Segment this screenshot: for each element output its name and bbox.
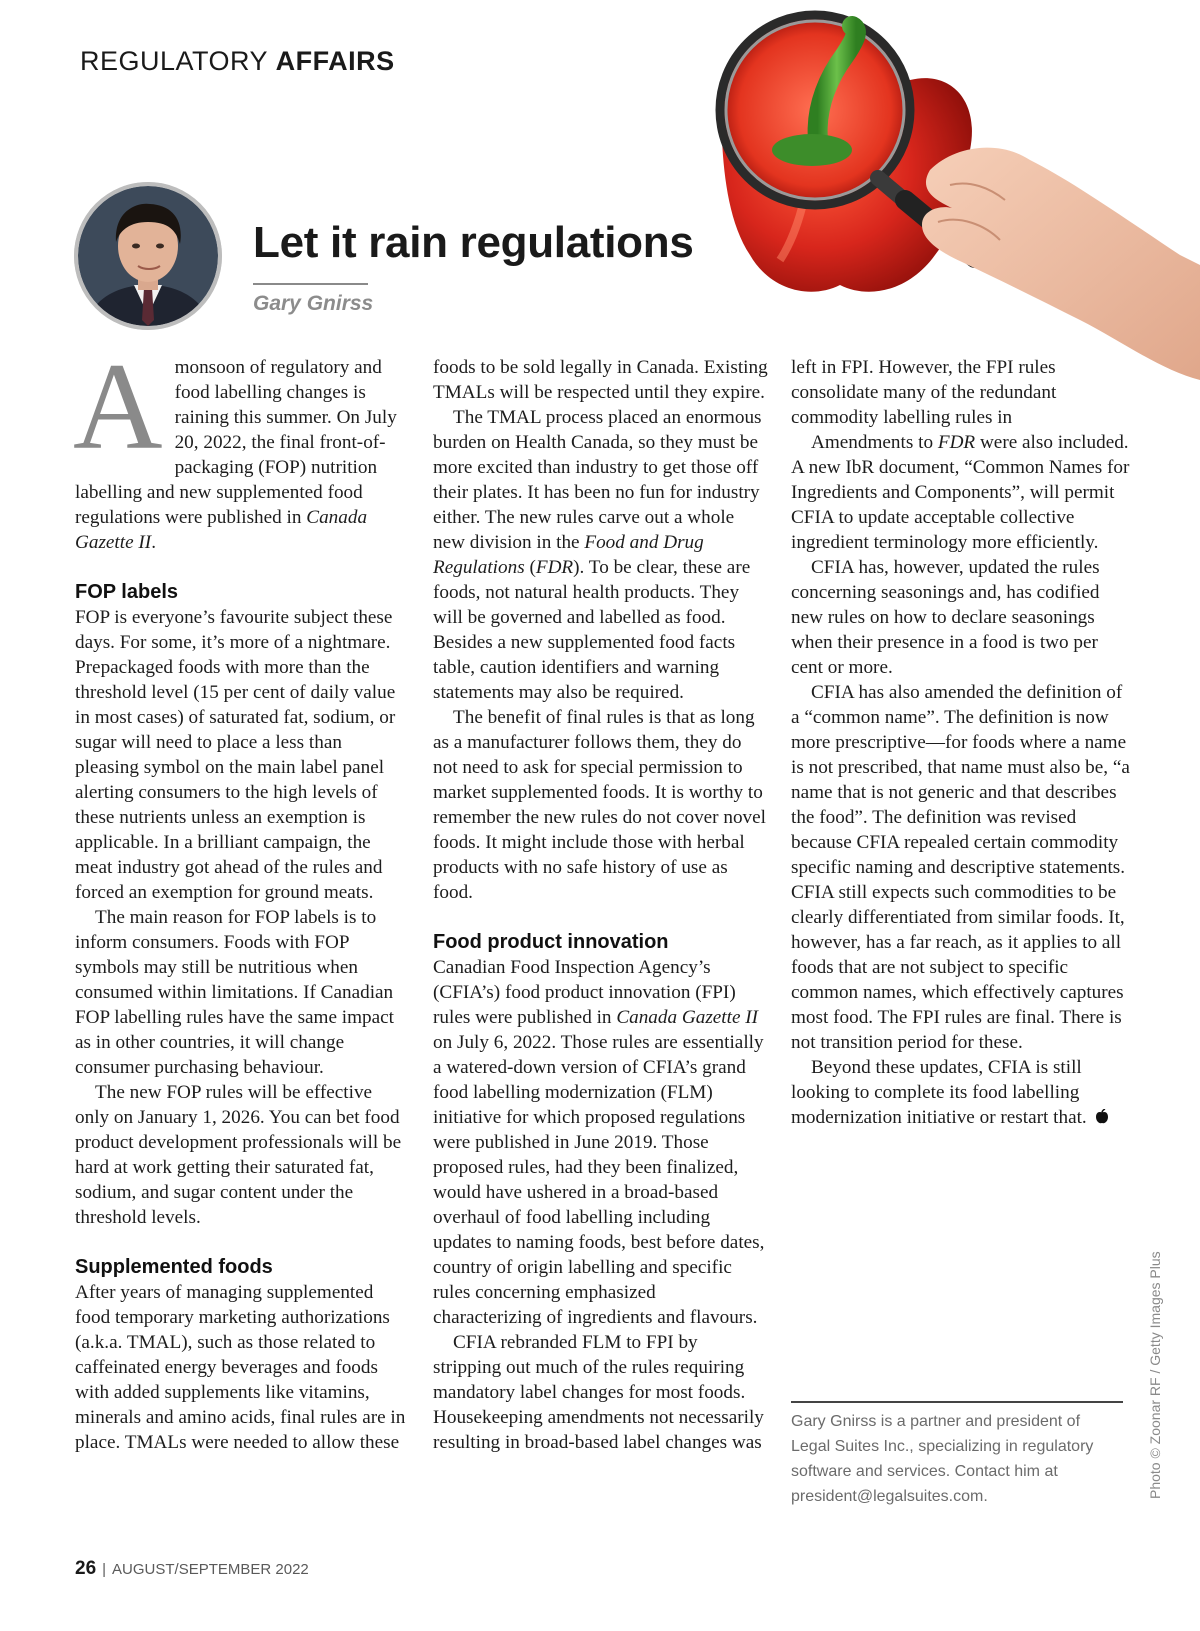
section-label-bold: AFFAIRS [275,46,395,76]
intro-italic: Canada Gazette II [75,507,368,553]
fop-paragraph-2: The main reason for FOP labels is to inform consumers. Foods with FOP symbols may still be nutritious when consumed within limitations. If Canadian FOP labelling rules have the same impact as in other countries, it will change consumer purchasing behaviour. [75,907,395,1078]
article-title: Let it rain regulations [253,218,694,267]
supplemented-paragraph-3: The benefit of final rules is that as long as a manufacturer follows them, they do not need to ask for special permission to market supplemented foods. It is worthy to remember the new rules do not cover novel foods. It might include those with herbal products with no safe history of use as food. [433,707,766,903]
innovation-paragraph-4: CFIA has, however, updated the rules concerning seasonings and, has codified new rules on how to declare seasonings when their presence in a food is two per cent or more. [791,557,1100,678]
text-run: Amendments to [811,432,938,453]
author-bio: Gary Gnirss is a partner and president of Legal Suites Inc., specializing in regulatory software and services. Contact him at president@legalsuites.com. [791,1413,1094,1505]
italic-run: FDR [937,432,976,453]
text-run: left in FPI. However, the FPI rules consolidate many of the redundant commodity labelling rules in [791,357,1057,428]
supplemented-paragraph-2 [433,405,769,705]
innovation-paragraph-1 [433,955,769,1330]
supplemented-paragraph-1: foods to be sold legally in Canada. Existing TMALs will be respected until they expire. [433,357,768,403]
bio-divider [791,1401,1123,1403]
innovation-paragraph-5: CFIA has also amended the definition of a “common name”. The definition is now more prescriptive—for foods where a name is not prescribed, that name must also be, “a name that is not generic and that describes the food”. The definition was revised because CFIA repealed certain commodity specific naming and descriptive statements. CFIA still expects such commodities to be clearly differentiated from similar foods. It, however, has a far reach, as it applies to all foods that are not subject to specific common names, which effectively captures most food. The FPI rules are final. There is not transition period for these. [791,682,1130,1053]
issue-date: AUGUST/SEPTEMBER 2022 [112,1561,309,1578]
article-column-1 [73,338,410,1455]
drop-cap: A [73,338,163,475]
author-avatar [72,180,224,332]
intro-paragraph [73,338,410,555]
text-run: ). To be clear, these are foods, not natural health products. They will be governed and labelled as food. Besides a new supplemented food facts table, caution identifiers and warning statements may also be required. [433,557,751,703]
supplemented-paragraph-1: After years of managing supplemented food temporary marketing authorizations (a.k.a. TMAL), such as those related to caffeinated energy beverages and foods with added supplements like vitamins, minerals and amino acids, final rules are in place. TMALs were needed to allow these [75,1282,406,1453]
heading-supplemented-foods: Supplemented foods [75,1256,273,1278]
article-column-3 [791,355,1131,1130]
section-label-light: REGULATORY [80,46,268,76]
section-label [80,46,395,77]
innovation-paragraph-2 [791,355,1131,430]
text-run: Canadian Food Inspection Agency’s (CFIA’s) food product innovation (FPI) rules were published in [433,957,736,1028]
photo-credit: Photo © Zoonar RF / Getty Images Plus [1147,1251,1163,1499]
pepper-magnifier-photo [700,0,1200,400]
italic-run: FDR [535,557,574,578]
byline-divider [253,283,368,285]
text-run: CFIA rebranded FLM to FPI by stripping out much of the rules requiring mandatory label changes for most foods. Housekeeping amendments not necessarily resulting in broad-based label changes was [433,1332,764,1453]
page-number: 26 [75,1558,97,1579]
text-run: ( [524,557,536,578]
italic-run: Food and Drug Regulations [433,532,704,578]
intro-text: monsoon of regulatory and food labelling changes is raining this summer. On July 20, 2022, the final front-of-packaging (FOP) nutrition labelling and new supplemented food regulations were published in [75,357,397,528]
text-run: on July 6, 2022. Those rules are essentially a watered-down version of CFIA’s grand food labelling modernization (FLM) initiative for which proposed regulations were published in June 2019. Those proposed rules, had they been finalized, would have ushered in a broad-based overhaul of food labelling including updates to naming foods, best before dates, country of origin labelling and specific rules concerning emphasized characterizing of ingredients and flavours. [433,1032,765,1328]
innovation-paragraph-2 [433,1330,769,1455]
text-run: The TMAL process placed an enormous burden on Health Canada, so they must be more excited than industry to get those off their plates. It has been no fun for industry either. The new rules carve out a whole new division in the [433,407,762,553]
footer-separator: | [102,1561,107,1578]
intro-text-end: . [151,532,156,553]
italic-run: Canada Gazette II [616,1007,759,1028]
innovation-paragraph-3 [791,430,1131,555]
author-byline: Gary Gnirss [253,292,374,315]
heading-food-product-innovation: Food product innovation [433,931,669,953]
heading-fop-labels: FOP labels [75,581,179,603]
fop-paragraph-3: The new FOP rules will be effective only on January 1, 2026. You can bet food product development professionals will be hard at work getting their saturated fat, sodium, and sugar content under the threshold levels. [75,1082,402,1228]
article-column-2 [433,355,769,1455]
text-run: were also included. A new IbR document, “Common Names for Ingredients and Components”, will permit CFIA to update acceptable collective ingredient terminology more efficiently. [791,432,1130,553]
page-footer [75,1558,309,1580]
text-run: Beyond these updates, CFIA is still looking to complete its food labelling modernization initiative or restart that. [791,1057,1087,1128]
apple-end-mark-icon [1095,1109,1109,1125]
fop-paragraph-1: FOP is everyone’s favourite subject these days. For some, it’s more of a nightmare. Prepackaged foods with more than the threshold level (15 per cent of daily value in most cases) of saturated fat, sodium, or sugar will need to place a less than pleasing symbol on the main label panel alerting consumers to the high levels of these nutrients unless an exemption is applicable. In a brilliant campaign, the meat industry got ahead of the rules and forced an exemption for ground meats. [75,607,396,903]
innovation-paragraph-6 [791,1055,1131,1130]
